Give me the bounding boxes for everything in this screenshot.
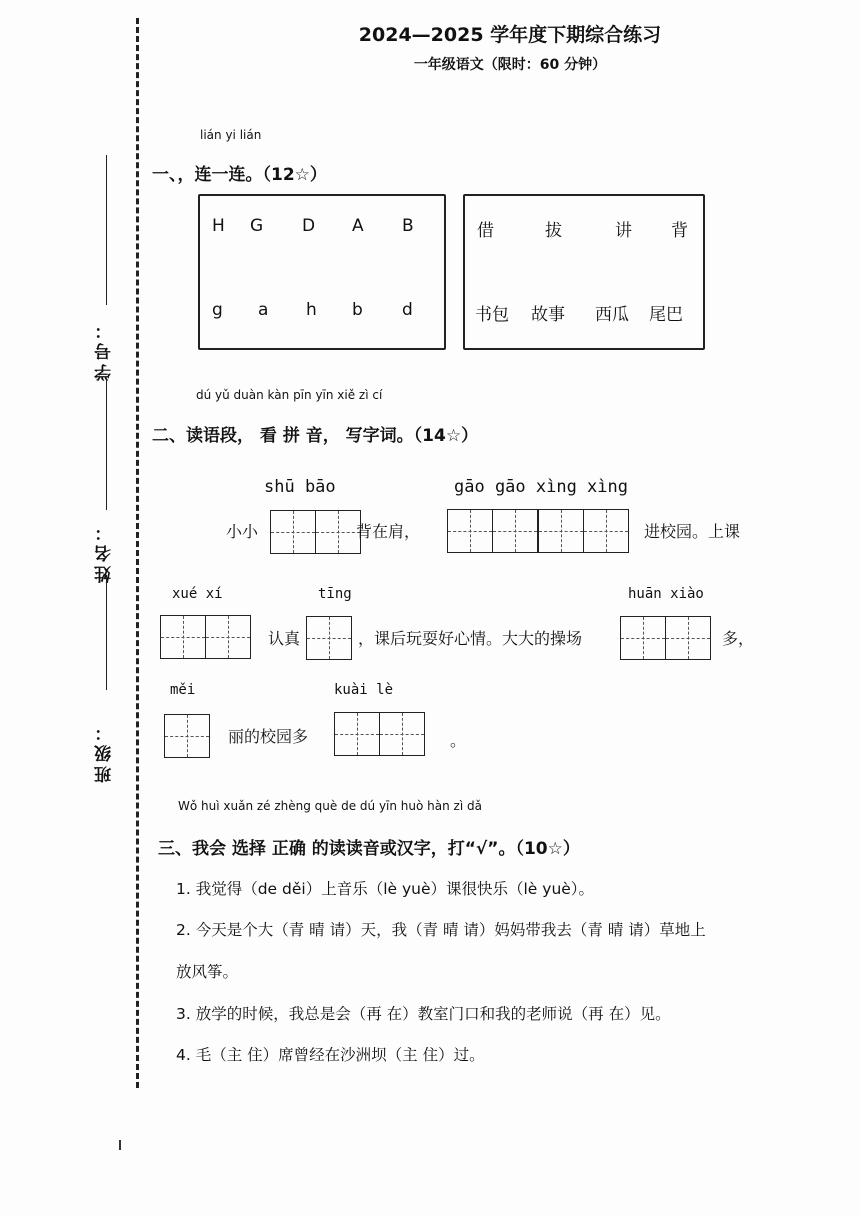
- section2-pinyin: dú yǔ duàn kàn pīn yīn xiě zì cí: [196, 388, 383, 402]
- name-blank: [106, 380, 107, 510]
- line1-middle: 背在肩，: [356, 522, 421, 541]
- class-label: 班级：: [95, 720, 115, 783]
- letter-lower-4: b: [352, 300, 363, 320]
- pinyin-xuexi: xué xí: [172, 586, 223, 602]
- question-4: 4. 毛（主 住）席曾经在沙洲坝（主 住）过。: [176, 1046, 485, 1064]
- char-top-1: 借: [477, 221, 494, 241]
- pinyin-mei: měi: [170, 682, 196, 698]
- line2-b: ，课后玩耍好心情。大大的操场: [358, 629, 583, 648]
- answer-grid-ting[interactable]: [306, 616, 352, 660]
- letter-upper-1: H: [212, 216, 225, 236]
- letter-upper-5: B: [402, 216, 414, 236]
- word-bottom-1: 书包: [475, 305, 509, 325]
- word-bottom-2: 故事: [531, 305, 565, 325]
- word-bottom-3: 西瓜: [595, 305, 629, 325]
- letter-upper-4: A: [352, 216, 364, 236]
- answer-grid-mei[interactable]: [164, 714, 210, 758]
- pinyin-gaoxing: gāo gāo xìng xìng: [454, 477, 628, 497]
- line1-prefix: 小小: [226, 522, 259, 541]
- char-top-3: 讲: [615, 221, 632, 241]
- section2-heading: 二、读语段， 看 拼 音， 写字词。（14☆）: [152, 426, 479, 446]
- answer-grid-gaoxing-2[interactable]: [538, 509, 629, 553]
- name-label: 姓名：: [95, 520, 115, 583]
- student-no-label: 学号：: [95, 318, 115, 381]
- letter-lower-3: h: [306, 300, 317, 320]
- line1-suffix: 进校园。上课: [644, 522, 741, 541]
- line2-a: 认真: [268, 629, 301, 648]
- section3-heading: 三、我会 选择 正确 的读读音或汉字，打“√”。（10☆）: [158, 839, 580, 859]
- binding-dashed-line: [136, 18, 139, 1088]
- letter-lower-1: g: [212, 300, 223, 320]
- letter-lower-2: a: [258, 300, 269, 320]
- pinyin-shubao: shū bāo: [264, 477, 336, 497]
- answer-grid-gaoxing-1[interactable]: [447, 509, 538, 553]
- line3-a: 丽的校园多: [228, 727, 309, 746]
- pinyin-huanxiao: huān xiào: [628, 586, 704, 602]
- student-no-blank: [106, 155, 107, 305]
- section1-heading: 一、，连一连。（12☆）: [152, 165, 327, 185]
- class-blank: [106, 575, 107, 690]
- page-title: 2024—2025 学年度下期综合练习: [358, 24, 662, 46]
- question-2: 2. 今天是个大（青 晴 请）天，我（青 晴 请）妈妈带我去（青 晴 请）草地上: [176, 921, 706, 939]
- letter-upper-2: G: [250, 216, 264, 236]
- question-1: 1. 我觉得（de děi）上音乐（lè yuè）课很快乐（lè yuè）。: [176, 880, 595, 898]
- question-2-continued: 放风筝。: [176, 963, 239, 981]
- letters-box: [198, 194, 446, 350]
- pinyin-ting: tīng: [318, 586, 352, 602]
- chars-box: [463, 194, 705, 350]
- line3-end: 。: [450, 731, 467, 750]
- section3-pinyin: Wǒ huì xuǎn zé zhèng què de dú yīn huò hàn zì dǎ: [178, 799, 482, 813]
- line2-c: 多，: [722, 629, 755, 648]
- char-top-4: 背: [671, 221, 688, 241]
- page-subtitle: 一年级语文（限时：60 分钟）: [413, 57, 607, 73]
- answer-grid-huanxiao[interactable]: [620, 616, 711, 660]
- answer-grid-xuexi[interactable]: [160, 615, 251, 659]
- word-bottom-4: 尾巴: [649, 305, 683, 325]
- pinyin-kuaile: kuài lè: [334, 682, 394, 698]
- char-top-2: 拔: [545, 221, 562, 241]
- scan-speck: [119, 1140, 121, 1150]
- letter-lower-5: d: [402, 300, 413, 320]
- answer-grid-kuaile[interactable]: [334, 712, 425, 756]
- question-3: 3. 放学的时候，我总是会（再 在）教室门口和我的老师说（再 在）见。: [176, 1005, 671, 1023]
- section1-pinyin: lián yi lián: [200, 128, 262, 142]
- letter-upper-3: D: [302, 216, 316, 236]
- answer-grid-shubao[interactable]: [270, 510, 361, 554]
